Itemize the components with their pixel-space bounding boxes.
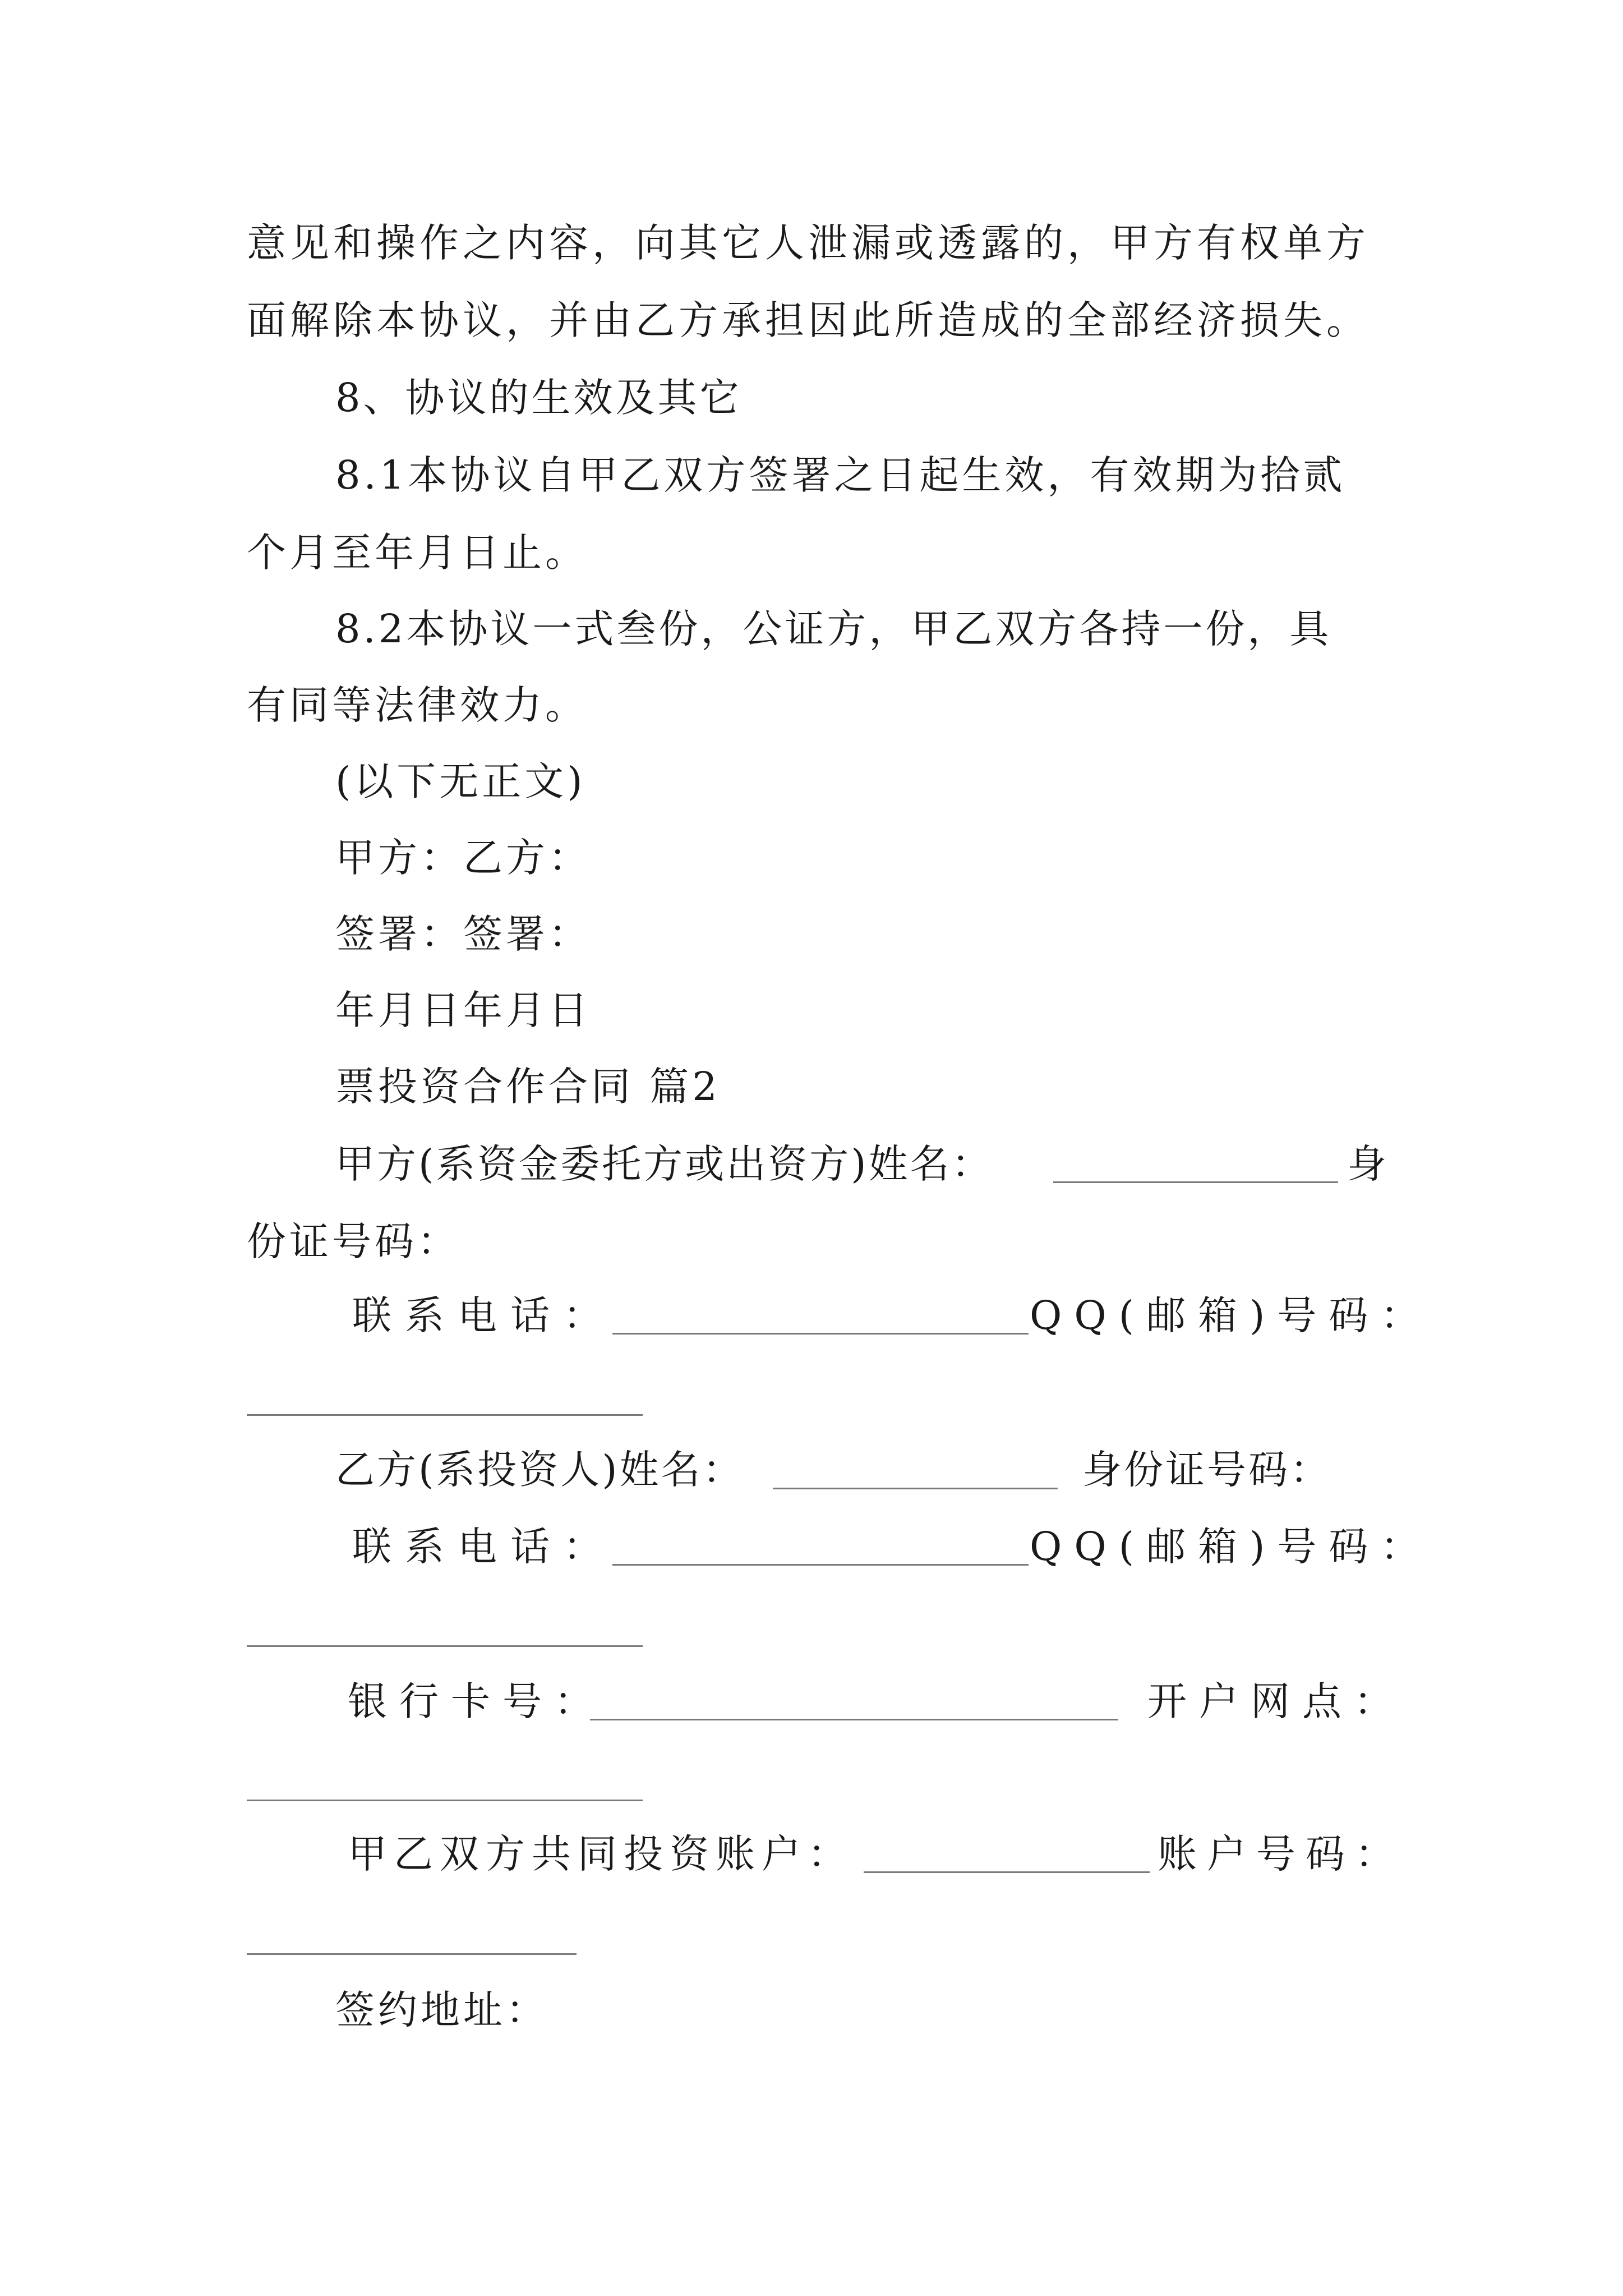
qq-label-1: QQ(邮箱)号码： [1030, 1292, 1432, 1338]
party-labels: 甲方：乙方： [335, 835, 591, 881]
clause-8-2-line-2: 有同等法律效力。 [247, 682, 588, 728]
party-b-id-label: 身份证号码： [1082, 1447, 1331, 1493]
body-line-1: 意见和操作之内容，向其它人泄漏或透露的，甲方有权单方 [247, 220, 1370, 266]
clause-8-1-line-2: 个月至年月日止。 [247, 530, 588, 576]
clause-8-1-line-1: 8.1本协议自甲乙双方签署之日起生效，有效期为拾贰 [335, 452, 1346, 498]
date-labels: 年月日年月日 [335, 987, 591, 1033]
qq-blank-1 [247, 1414, 643, 1416]
qq-label-2: QQ(邮箱)号码： [1030, 1524, 1432, 1570]
phone-blank-1 [612, 1333, 1029, 1335]
section-heading-8: 8、协议的生效及其它 [335, 375, 742, 421]
signature-labels: 签署：签署： [335, 911, 591, 957]
joint-account-label: 甲乙双方共同投资账户： [348, 1831, 854, 1877]
body-line-2: 面解除本协议，并由乙方承担因此所造成的全部经济损失。 [247, 297, 1370, 343]
bank-card-label: 银行卡号： [348, 1678, 606, 1724]
phone-label-1: 联系电话： [352, 1292, 616, 1338]
account-no-label: 账户号码： [1158, 1831, 1404, 1877]
party-a-name-label: 甲方(系资金委托方或出资方)姓名： [335, 1141, 993, 1187]
phone-label-2: 联系电话： [352, 1524, 616, 1570]
id-label-start: 身 [1347, 1141, 1386, 1187]
clause-8-2-line-1: 8.2本协议一式叁份，公证方，甲乙双方各持一份，具 [335, 606, 1332, 652]
branch-blank [247, 1800, 643, 1801]
party-b-name-label: 乙方(系投资人)姓名： [335, 1447, 744, 1493]
contract-title-part-2: 票投资合作合同 篇2 [335, 1064, 721, 1110]
branch-label: 开户网点： [1147, 1678, 1405, 1724]
id-label-cont: 份证号码： [247, 1218, 460, 1264]
phone-blank-2 [612, 1564, 1029, 1566]
sign-address-label: 签约地址： [335, 1987, 548, 2033]
bank-card-blank [590, 1719, 1118, 1720]
party-b-name-blank [773, 1488, 1058, 1489]
account-no-blank [247, 1953, 577, 1955]
party-a-name-blank [1053, 1181, 1338, 1183]
no-further-text-note: (以下无正文) [335, 758, 586, 804]
qq-blank-2 [247, 1645, 643, 1647]
joint-account-blank [864, 1871, 1150, 1873]
